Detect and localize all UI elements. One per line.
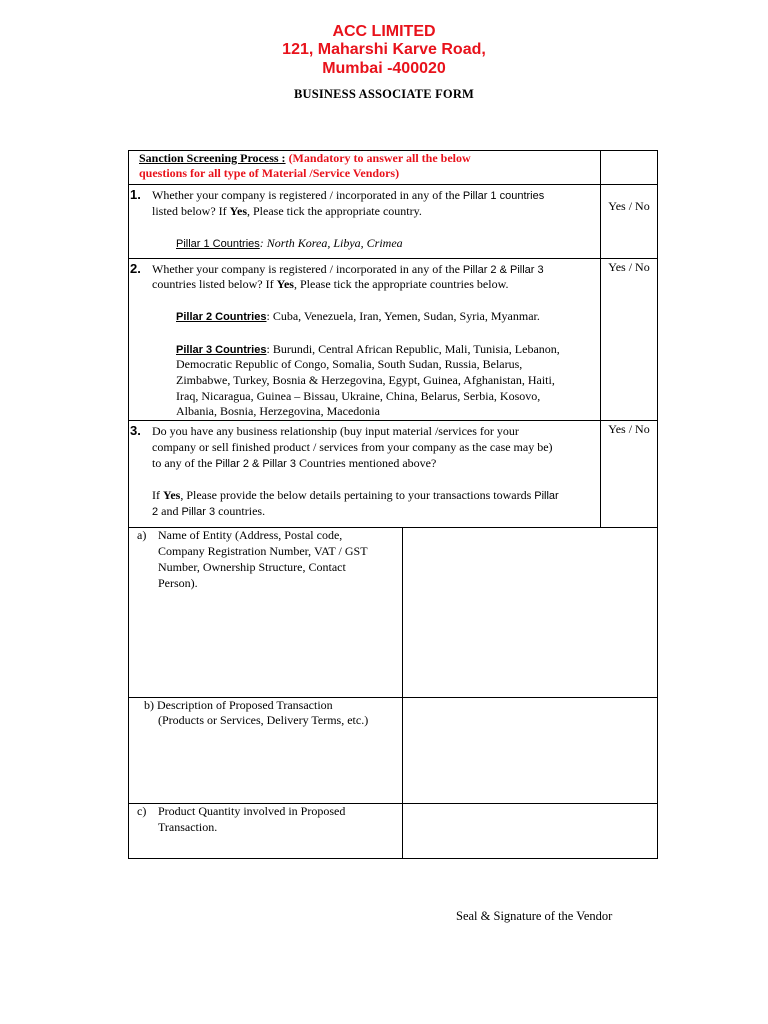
detail-c-line1: Product Quantity involved in Proposed (158, 804, 346, 818)
question-3-line5: 2 and Pillar 3 countries. (152, 504, 266, 518)
section-note-line1: (Mandatory to answer all the below (288, 151, 471, 165)
pillar-3-countries-line5: Albania, Bosnia, Herzegovina, Macedonia (176, 404, 380, 418)
question-3-answer[interactable]: Yes / No (608, 422, 650, 436)
section-title: Sanction Screening Process : (139, 151, 286, 165)
pillar-1-countries: Pillar 1 Countries: North Korea, Libya, Crimea (176, 236, 403, 250)
row-divider (128, 258, 658, 259)
vendor-signature-label: Seal & Signature of the Vendor (456, 909, 613, 923)
detail-b-line1: b) Description of Proposed Transaction (144, 698, 333, 712)
question-1-number: 1. (130, 187, 141, 202)
detail-b-line2: (Products or Services, Delivery Terms, etc.) (158, 713, 369, 727)
table-border-bottom (128, 858, 658, 859)
detail-b-input[interactable] (403, 698, 657, 803)
pillar-2-label: Pillar 2 Countries (176, 311, 267, 323)
row-divider (128, 420, 658, 421)
question-2-line1: Whether your company is registered / incorporated in any of the Pillar 2 & Pillar 3 (152, 262, 544, 276)
detail-a-line3: Number, Ownership Structure, Contact (158, 560, 346, 574)
pillar-1-label: Pillar 1 Countries (176, 238, 260, 250)
detail-a-input[interactable] (403, 528, 657, 697)
pillar-3-countries-line1: Pillar 3 Countries: Burundi, Central African Republic, Mali, Tunisia, Lebanon, (176, 342, 560, 356)
detail-c-input[interactable] (403, 804, 657, 858)
section-header (139, 151, 471, 167)
pillar-3-countries-line4: Iraq, Nicaragua, Guinea – Bissau, Ukraine, China, Belarus, Serbia, Kosovo, (176, 389, 541, 403)
question-3-line4: If Yes, Please provide the below details pertaining to your transactions towards Pillar (152, 488, 559, 502)
question-3-line2: company or sell finished product / services from your company as the case may be) (152, 440, 553, 454)
question-2-number: 2. (130, 261, 141, 276)
question-1-line1: Whether your company is registered / incorporated in any of the Pillar 1 countries (152, 188, 545, 202)
question-2-line2: countries listed below? If Yes, Please tick the appropriate countries below. (152, 277, 509, 291)
company-name: ACC LIMITED (332, 23, 436, 40)
pillar-3-label: Pillar 3 Countries (176, 344, 267, 356)
pillar-2-countries: Pillar 2 Countries: Cuba, Venezuela, Iran, Yemen, Sudan, Syria, Myanmar. (176, 309, 540, 323)
row-divider (128, 184, 658, 185)
detail-a-line4: Person). (158, 576, 198, 590)
question-1-line2: listed below? If Yes, Please tick the appropriate country. (152, 204, 422, 218)
detail-a-line1: Name of Entity (Address, Postal code, (158, 528, 343, 542)
detail-a-label: a) (137, 528, 147, 542)
question-1-answer[interactable]: Yes / No (608, 199, 650, 213)
section-note-line2: questions for all type of Material /Service Vendors) (139, 166, 400, 180)
question-2-answer[interactable]: Yes / No (608, 260, 650, 274)
table-border-right (657, 150, 658, 859)
question-3-line3: to any of the Pillar 2 & Pillar 3 Countries mentioned above? (152, 456, 437, 470)
table-border-left (128, 150, 129, 859)
company-address: 121, Maharshi Karve Road, (282, 41, 486, 58)
detail-a-line2: Company Registration Number, VAT / GST (158, 544, 368, 558)
form-title: BUSINESS ASSOCIATE FORM (293, 87, 475, 101)
question-3-line1: Do you have any business relationship (buy input material /services for your (152, 424, 519, 438)
pillar-3-countries-line3: Zimbabwe, Turkey, Bosnia & Herzegovina, Egypt, Guinea, Afghanistan, Haiti, (176, 373, 555, 387)
detail-c-label: c) (137, 804, 147, 818)
pillar-3-countries-line2: Democratic Republic of Congo, Somalia, South Sudan, Russia, Belarus, (176, 357, 523, 371)
company-city: Mumbai -400020 (322, 60, 446, 77)
question-3-number: 3. (130, 423, 141, 438)
detail-c-line2: Transaction. (158, 820, 218, 834)
